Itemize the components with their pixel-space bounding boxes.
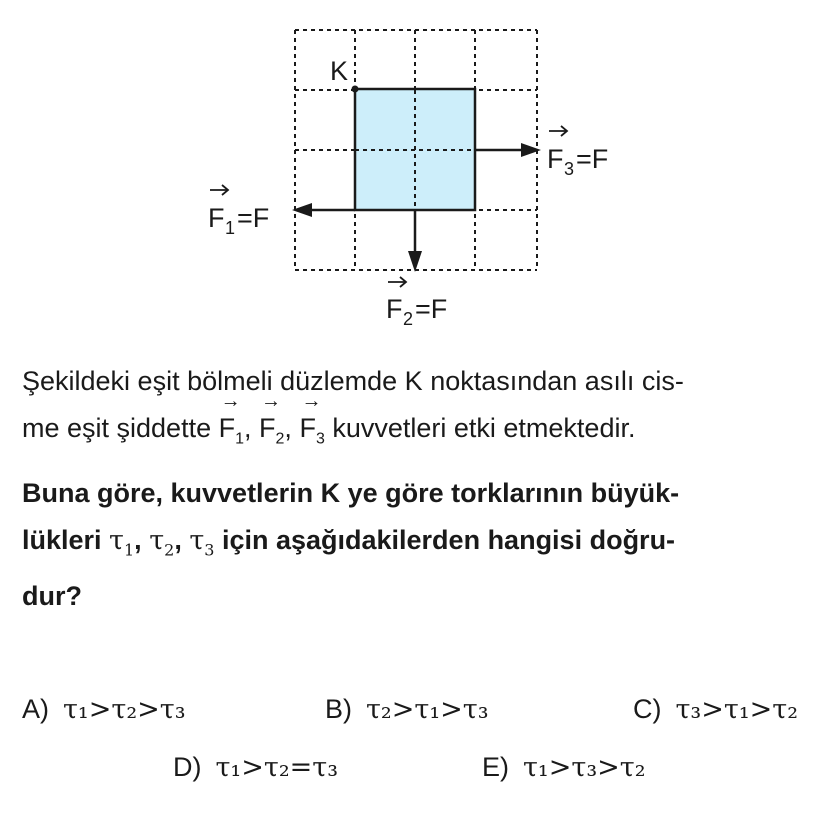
f1-label [208,185,269,238]
question-line-2-pre: me eşit şiddette [22,413,219,443]
tau-1: $\tau_1$ [109,525,135,560]
point-k-label: K [330,56,349,86]
svg-text:3: 3 [564,159,575,179]
question-text: Şekildeki eşit bölmeli düzlemde K noktasından asılı cis- me eşit şiddette → $F_1$, → $F_2$, → $F_3$ kuvvetleri etki etmektedir. [22,358,684,462]
question-line-2-post: kuvvetleri etki etmektedir. [324,413,636,443]
svg-text:=F: =F [415,294,448,324]
point-k [352,86,359,93]
force-diagram [0,0,836,340]
tau-3: $\tau_3$ [189,525,215,560]
svg-text:1: 1 [225,218,236,238]
svg-text:F: F [386,294,403,324]
option-a[interactable]: A) τ₁>τ₂>τ₃ [22,694,186,725]
svg-text:2: 2 [403,309,414,329]
prompt-line-1: Buna göre, kuvvetlerin K ye göre torklarının büyük- [22,478,680,508]
f2-label [386,277,447,329]
force-f2-arrow [408,210,422,272]
vector-f2: → $F_2$ [259,390,285,448]
option-d[interactable]: D) τ₁>τ₂=τ₃ [173,752,339,783]
option-e[interactable]: E) τ₁>τ₃>τ₂ [482,752,646,783]
question-prompt: Buna göre, kuvvetlerin K ye göre torklarının büyük- lükleri $\tau_1$, $\tau_2$, $\tau_3$ için aşağıdakilerden hangisi doğru- dur? [22,478,680,612]
tau-2: $\tau_2$ [149,525,175,560]
vector-f3: → $F_3$ [299,390,325,448]
option-c[interactable]: C) τ₃>τ₁>τ₂ [633,694,799,725]
svg-text:=F: =F [237,203,270,233]
svg-text:F: F [208,203,225,233]
svg-text:=F: =F [576,144,609,174]
f3-label [547,126,608,179]
vector-arrow-icon [210,185,228,195]
prompt-line-2-post: için aşağıdakilerden hangisi doğru- [214,525,676,555]
vector-arrow-icon [388,277,406,287]
force-f3-arrow [475,143,541,157]
force-f1-arrow [292,203,355,217]
question-line-1: Şekildeki eşit bölmeli düzlemde K noktasından asılı cis- [22,366,684,396]
prompt-line-3: dur? [22,581,82,612]
option-b[interactable]: B) τ₂>τ₁>τ₃ [325,694,489,725]
svg-text:F: F [547,144,564,174]
vector-f1: → $F_1$ [218,390,244,448]
vector-arrow-icon [549,126,567,136]
